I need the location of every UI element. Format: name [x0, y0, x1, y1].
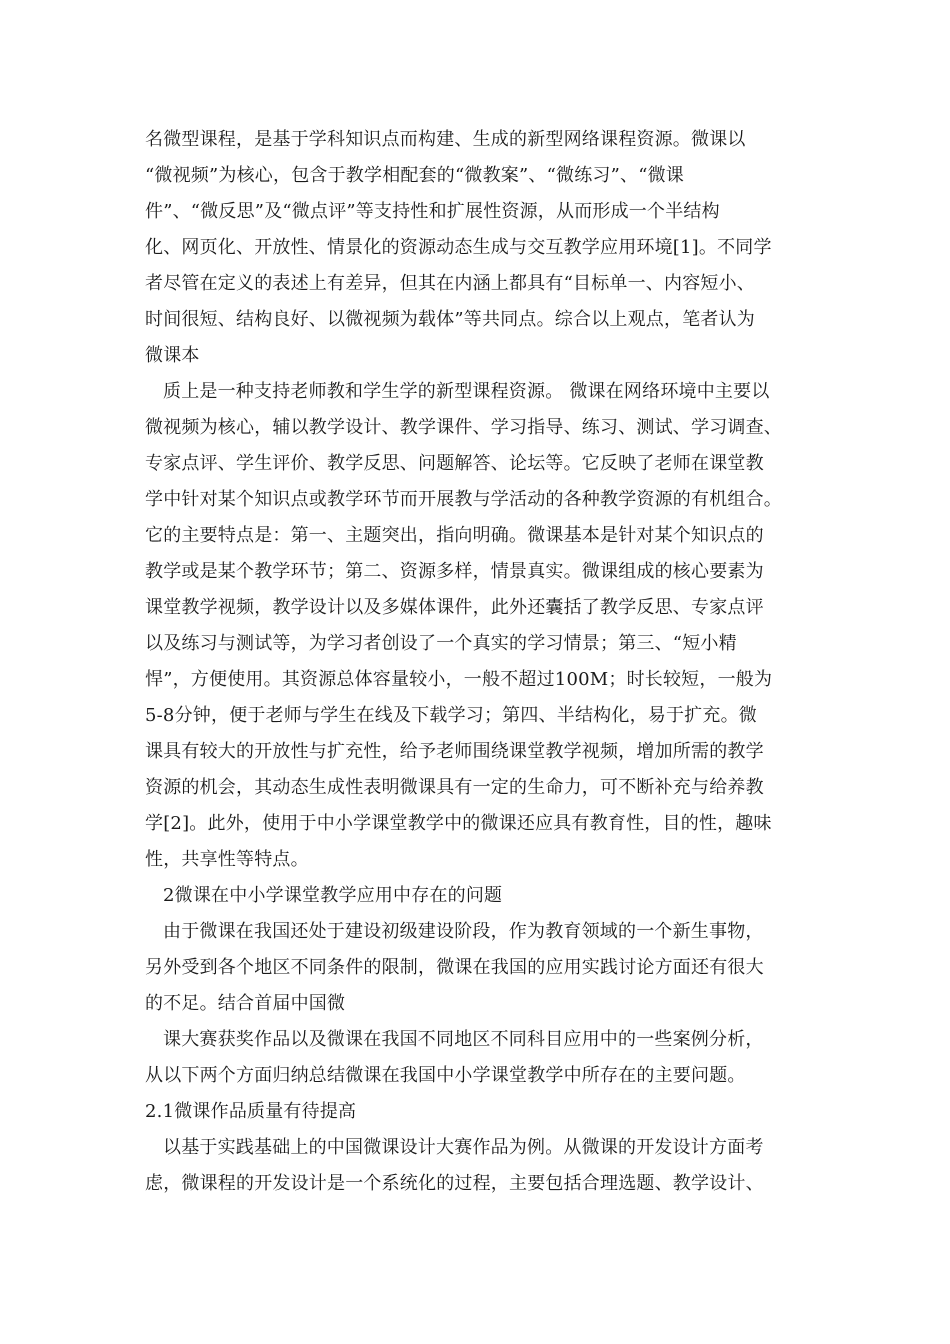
text-line: 专家点评、学生评价、教学反思、问题解答、论坛等。它反映了老师在课堂教 — [145, 453, 764, 474]
text-line: 它的主要特点是：第一、主题突出，指向明确。微课基本是针对某个知识点的 — [145, 525, 764, 546]
text-line: 教学或是某个教学环节；第二、资源多样，情景真实。微课组成的核心要素为 — [145, 561, 764, 582]
text-line: 时间很短、结构良好、以微视频为载体”等共同点。综合以上观点，笔者认为 — [145, 309, 755, 330]
text-line: 另外受到各个地区不同条件的限制，微课在我国的应用实践讨论方面还有很大 — [145, 957, 764, 978]
text-line: 虑，微课程的开发设计是一个系统化的过程，主要包括合理选题、教学设计、 — [145, 1173, 764, 1194]
text-line: 以及练习与测试等，为学习者创设了一个真实的学习情景；第三、“短小精 — [145, 633, 737, 654]
text-line: “微视频”为核心，包含于教学相配套的“微教案”、“微练习”、“微课 — [145, 165, 685, 186]
text-line: 悍”，方便使用。其资源总体容量较小，一般不超过100M；时长较短，一般为 — [145, 669, 773, 690]
text-line: 课具有较大的开放性与扩充性，给予老师围绕课堂教学视频，增加所需的教学 — [145, 741, 764, 762]
text-line: 以基于实践基础上的中国微课设计大赛作品为例。从微课的开发设计方面考 — [163, 1137, 764, 1158]
text-line: 5-8分钟，便于老师与学生在线及下载学习；第四、半结构化，易于扩充。微 — [145, 705, 757, 726]
text-line: 性，共享性等特点。 — [145, 849, 309, 870]
text-line: 微课本 — [145, 345, 200, 366]
text-line: 课堂教学视频，教学设计以及多媒体课件，此外还囊括了教学反思、专家点评 — [145, 597, 764, 618]
text-line: 者尽管在定义的表述上有差异，但其在内涵上都具有“目标单一、内容短小、 — [145, 273, 755, 294]
text-line: 学[2]。此外，使用于中小学课堂教学中的微课还应具有教育性，目的性，趣味 — [145, 813, 772, 834]
text-line: 的不足。结合首届中国微 — [145, 993, 346, 1014]
text-line: 微视频为核心，辅以教学设计、教学课件、学习指导、练习、测试、学习调查、 — [145, 417, 782, 438]
text-line: 学中针对某个知识点或教学环节而开展教与学活动的各种教学资源的有机组合。 — [145, 489, 782, 510]
text-line: 从以下两个方面归纳总结微课在我国中小学课堂教学中所存在的主要问题。 — [145, 1065, 746, 1086]
text-line: 课大赛获奖作品以及微课在我国不同地区不同科目应用中的一些案例分析， — [163, 1029, 764, 1050]
text-line: 质上是一种支持老师教和学生学的新型课程资源。 微课在网络环境中主要以 — [163, 381, 770, 402]
text-line: 由于微课在我国还处于建设初级建设阶段，作为教育领域的一个新生事物， — [163, 921, 764, 942]
text-line: 名微型课程，是基于学科知识点而构建、生成的新型网络课程资源。微课以 — [145, 129, 746, 150]
text-line: 2微课在中小学课堂教学应用中存在的问题 — [163, 885, 503, 906]
text-line: 化、网页化、开放性、情景化的资源动态生成与交互教学应用环境[1]。不同学 — [145, 237, 772, 258]
text-line: 件”、“微反思”及“微点评”等支持性和扩展性资源，从而形成一个半结构 — [145, 201, 720, 222]
text-line: 资源的机会，其动态生成性表明微课具有一定的生命力，可不断补充与给养教 — [145, 777, 764, 798]
text-line: 2.1微课作品质量有待提高 — [145, 1101, 357, 1122]
